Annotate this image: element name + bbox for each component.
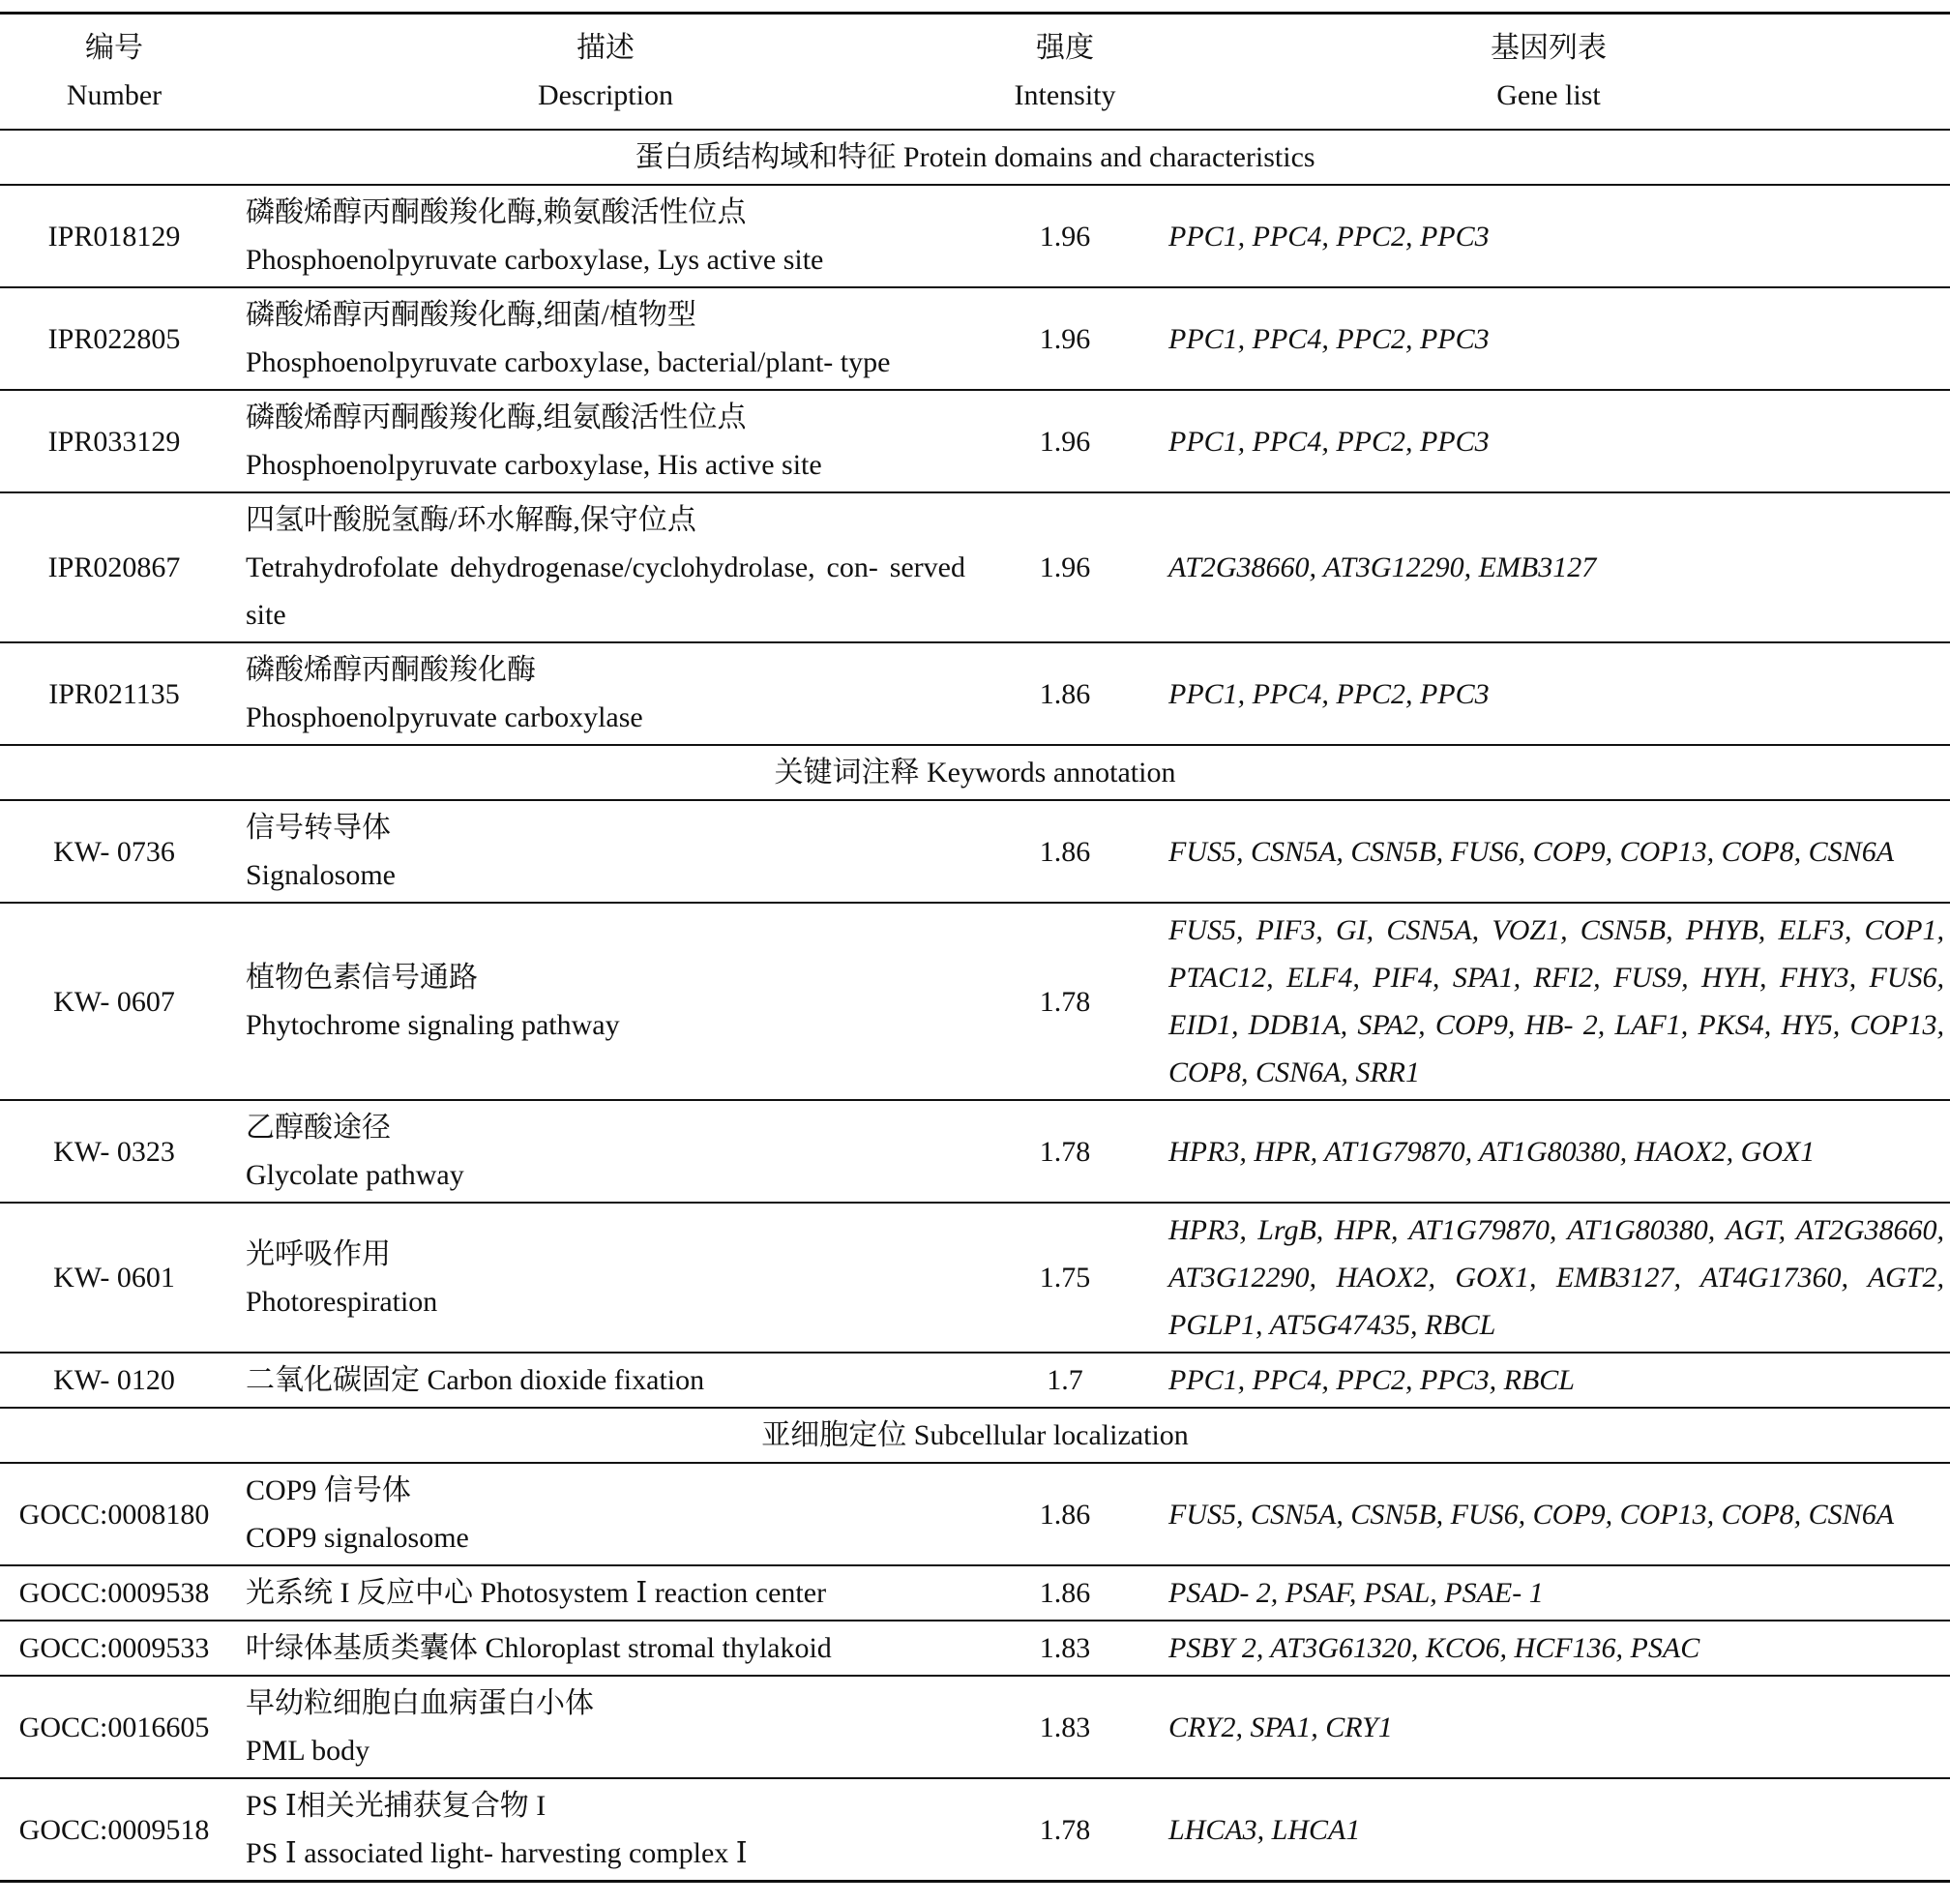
table-header [0, 14, 1950, 131]
term-description [228, 185, 983, 287]
term-description [228, 1100, 983, 1203]
term-intensity: 1.75 [1039, 1262, 1091, 1294]
term-description [228, 800, 983, 903]
term-intensity: 1.86 [1039, 835, 1091, 868]
term-gene-list: PPC1, PPC4, PPC2, PPC3 [1168, 322, 1490, 355]
term-description [228, 1353, 983, 1408]
term-description [228, 642, 983, 745]
term-gene-list: FUS5, CSN5A, CSN5B, FUS6, COP9, COP13, COP8, CSN6A [1168, 1498, 1895, 1531]
term-gene-list: LHCA3, LHCA1 [1168, 1813, 1361, 1846]
term-intensity: 1.86 [1039, 1498, 1091, 1531]
table-row [0, 1565, 1950, 1621]
section-title: 蛋白质结构域和特征 Protein domains and characteristics [635, 141, 1315, 173]
term-description [228, 1203, 983, 1353]
enrichment-table-container [0, 12, 1950, 1883]
table-row [0, 1463, 1950, 1565]
term-gene-list: PPC1, PPC4, PPC2, PPC3 [1168, 677, 1490, 710]
table-row [0, 800, 1950, 903]
description-line-primary: COP9 信号体 [246, 1474, 411, 1506]
description-line-secondary: Phosphoenolpyruvate carboxylase [246, 701, 643, 733]
description-line-secondary: Phosphoenolpyruvate carboxylase, Lys active site [246, 244, 824, 276]
section-row [0, 745, 1950, 800]
header-intensity-en: Intensity [1014, 79, 1116, 111]
header-gene-list [1147, 14, 1950, 131]
term-gene-list: PPC1, PPC4, PPC2, PPC3 [1168, 220, 1490, 253]
term-gene-list: CRY2, SPA1, CRY1 [1168, 1711, 1393, 1743]
term-intensity: 1.96 [1039, 322, 1091, 355]
header-number-en: Number [66, 79, 162, 111]
table-row [0, 1621, 1950, 1676]
description-line-primary: 叶绿体基质类囊体 Chloroplast stromal thylakoid [246, 1632, 832, 1664]
table-row [0, 492, 1950, 642]
section-row [0, 1408, 1950, 1463]
table-row [0, 1676, 1950, 1778]
description-line-primary: 磷酸烯醇丙酮酸羧化酶 [246, 654, 536, 686]
table-row [0, 1778, 1950, 1882]
term-intensity: 1.86 [1039, 677, 1091, 710]
term-description [228, 903, 983, 1100]
description-line-primary: 二氧化碳固定 Carbon dioxide fixation [246, 1364, 705, 1396]
description-line-primary: 光呼吸作用 [246, 1237, 391, 1270]
term-gene-list: HPR3, HPR, AT1G79870, AT1G80380, HAOX2, GOX1 [1168, 1135, 1816, 1168]
term-intensity: 1.78 [1039, 985, 1091, 1018]
description-line-secondary: Tetrahydrofolate dehydrogenase/cyclohydrolase, con- served site [246, 551, 965, 631]
table-row [0, 1353, 1950, 1408]
term-id: GOCC:0016605 [18, 1711, 210, 1743]
term-intensity: 1.7 [1047, 1364, 1083, 1396]
term-id: KW- 0736 [53, 835, 175, 868]
term-gene-list: PPC1, PPC4, PPC2, PPC3 [1168, 425, 1490, 458]
term-id: GOCC:0009518 [18, 1813, 210, 1846]
description-line-primary: 磷酸烯醇丙酮酸羧化酶,组氨酸活性位点 [246, 402, 747, 433]
description-line-primary: 光系统 I 反应中心 Photosystem Ⅰ reaction center [246, 1577, 827, 1609]
description-line-primary: 早幼粒细胞白血病蛋白小体 [246, 1687, 594, 1719]
term-id: GOCC:0009533 [18, 1632, 210, 1664]
term-id: IPR033129 [47, 425, 181, 458]
term-intensity: 1.78 [1039, 1813, 1091, 1846]
term-intensity: 1.83 [1039, 1632, 1091, 1664]
term-intensity: 1.96 [1039, 220, 1091, 253]
term-description [228, 1463, 983, 1565]
section-row [0, 130, 1950, 185]
section-title: 亚细胞定位 Subcellular localization [761, 1419, 1189, 1451]
table-row [0, 185, 1950, 287]
header-row [0, 14, 1950, 131]
header-description-en: Description [538, 79, 673, 111]
header-description [228, 14, 983, 131]
term-intensity: 1.86 [1039, 1577, 1091, 1609]
header-intensity-zh: 强度 [1036, 32, 1094, 64]
table-body [0, 130, 1950, 1882]
term-description [228, 1621, 983, 1676]
section-title: 关键词注释 Keywords annotation [774, 757, 1176, 788]
term-id: IPR021135 [48, 677, 180, 710]
term-description [228, 1565, 983, 1621]
description-line-primary: 植物色素信号通路 [246, 962, 478, 994]
term-description [228, 287, 983, 390]
term-gene-list: PPC1, PPC4, PPC2, PPC3, RBCL [1168, 1364, 1575, 1396]
term-intensity: 1.83 [1039, 1711, 1091, 1743]
description-line-secondary: PS Ⅰ associated light- harvesting complex Ⅰ [246, 1837, 748, 1869]
term-id: KW- 0120 [53, 1364, 175, 1396]
description-line-primary: 磷酸烯醇丙酮酸羧化酶,细菌/植物型 [246, 299, 696, 331]
term-description [228, 492, 983, 642]
term-id: GOCC:0009538 [18, 1577, 210, 1609]
description-line-secondary: Signalosome [246, 859, 396, 891]
term-gene-list: PSBY 2, AT3G61320, KCO6, HCF136, PSAC [1168, 1632, 1700, 1664]
description-line-secondary: Photorespiration [246, 1285, 438, 1318]
table-row [0, 903, 1950, 1100]
enrichment-table [0, 12, 1950, 1883]
term-description [228, 390, 983, 492]
description-line-secondary: Phosphoenolpyruvate carboxylase, bacterial/plant- type [246, 346, 891, 378]
table-row [0, 1203, 1950, 1353]
term-description [228, 1676, 983, 1778]
header-description-zh: 描述 [576, 32, 635, 64]
term-id: IPR022805 [47, 322, 181, 355]
description-line-secondary: Glycolate pathway [246, 1159, 464, 1191]
term-intensity: 1.96 [1039, 425, 1091, 458]
table-row [0, 287, 1950, 390]
header-intensity [983, 14, 1147, 131]
description-line-primary: PS Ⅰ相关光捕获复合物 I [246, 1790, 547, 1822]
description-line-secondary: Phytochrome signaling pathway [246, 1009, 620, 1041]
header-gene-list-en: Gene list [1496, 79, 1601, 111]
term-id: GOCC:0008180 [18, 1498, 210, 1531]
table-row [0, 390, 1950, 492]
header-gene-list-zh: 基因列表 [1491, 32, 1607, 64]
term-id: IPR018129 [47, 220, 181, 253]
term-id: KW- 0323 [53, 1135, 175, 1168]
term-description [228, 1778, 983, 1882]
term-id: IPR020867 [47, 551, 181, 583]
term-intensity: 1.78 [1039, 1135, 1091, 1168]
term-gene-list: FUS5, CSN5A, CSN5B, FUS6, COP9, COP13, COP8, CSN6A [1168, 835, 1895, 868]
term-gene-list: PSAD- 2, PSAF, PSAL, PSAE- 1 [1168, 1577, 1544, 1609]
description-line-primary: 四氢叶酸脱氢酶/环水解酶,保守位点 [246, 504, 696, 536]
description-line-secondary: Phosphoenolpyruvate carboxylase, His active site [246, 449, 822, 481]
term-gene-list: AT2G38660, AT3G12290, EMB3127 [1168, 551, 1597, 583]
term-gene-list: HPR3, LrgB, HPR, AT1G79870, AT1G80380, AGT, AT2G38660, AT3G12290, HAOX2, GOX1, EMB3127, AT4G17360, AGT2, PGLP1, AT5G47435, RBCL [1168, 1214, 1944, 1341]
description-line-secondary: COP9 signalosome [246, 1522, 469, 1554]
description-line-primary: 乙醇酸途径 [246, 1112, 391, 1144]
term-id: KW- 0601 [53, 1262, 175, 1294]
description-line-primary: 信号转导体 [246, 812, 391, 844]
table-row [0, 642, 1950, 745]
term-intensity: 1.96 [1039, 551, 1091, 583]
description-line-secondary: PML body [246, 1735, 370, 1767]
term-id: KW- 0607 [53, 985, 175, 1018]
table-row [0, 1100, 1950, 1203]
term-gene-list: FUS5, PIF3, GI, CSN5A, VOZ1, CSN5B, PHYB, ELF3, COP1, PTAC12, ELF4, PIF4, SPA1, RFI2, FUS9, HYH, FHY3, FUS6, EID1, DDB1A, SPA2, COP9, HB- 2, LAF1, PKS4, HY5, COP13, COP8, CSN6A, SRR1 [1168, 914, 1944, 1088]
header-number [0, 14, 228, 131]
header-number-zh: 编号 [85, 32, 143, 64]
description-line-primary: 磷酸烯醇丙酮酸羧化酶,赖氨酸活性位点 [246, 196, 747, 228]
